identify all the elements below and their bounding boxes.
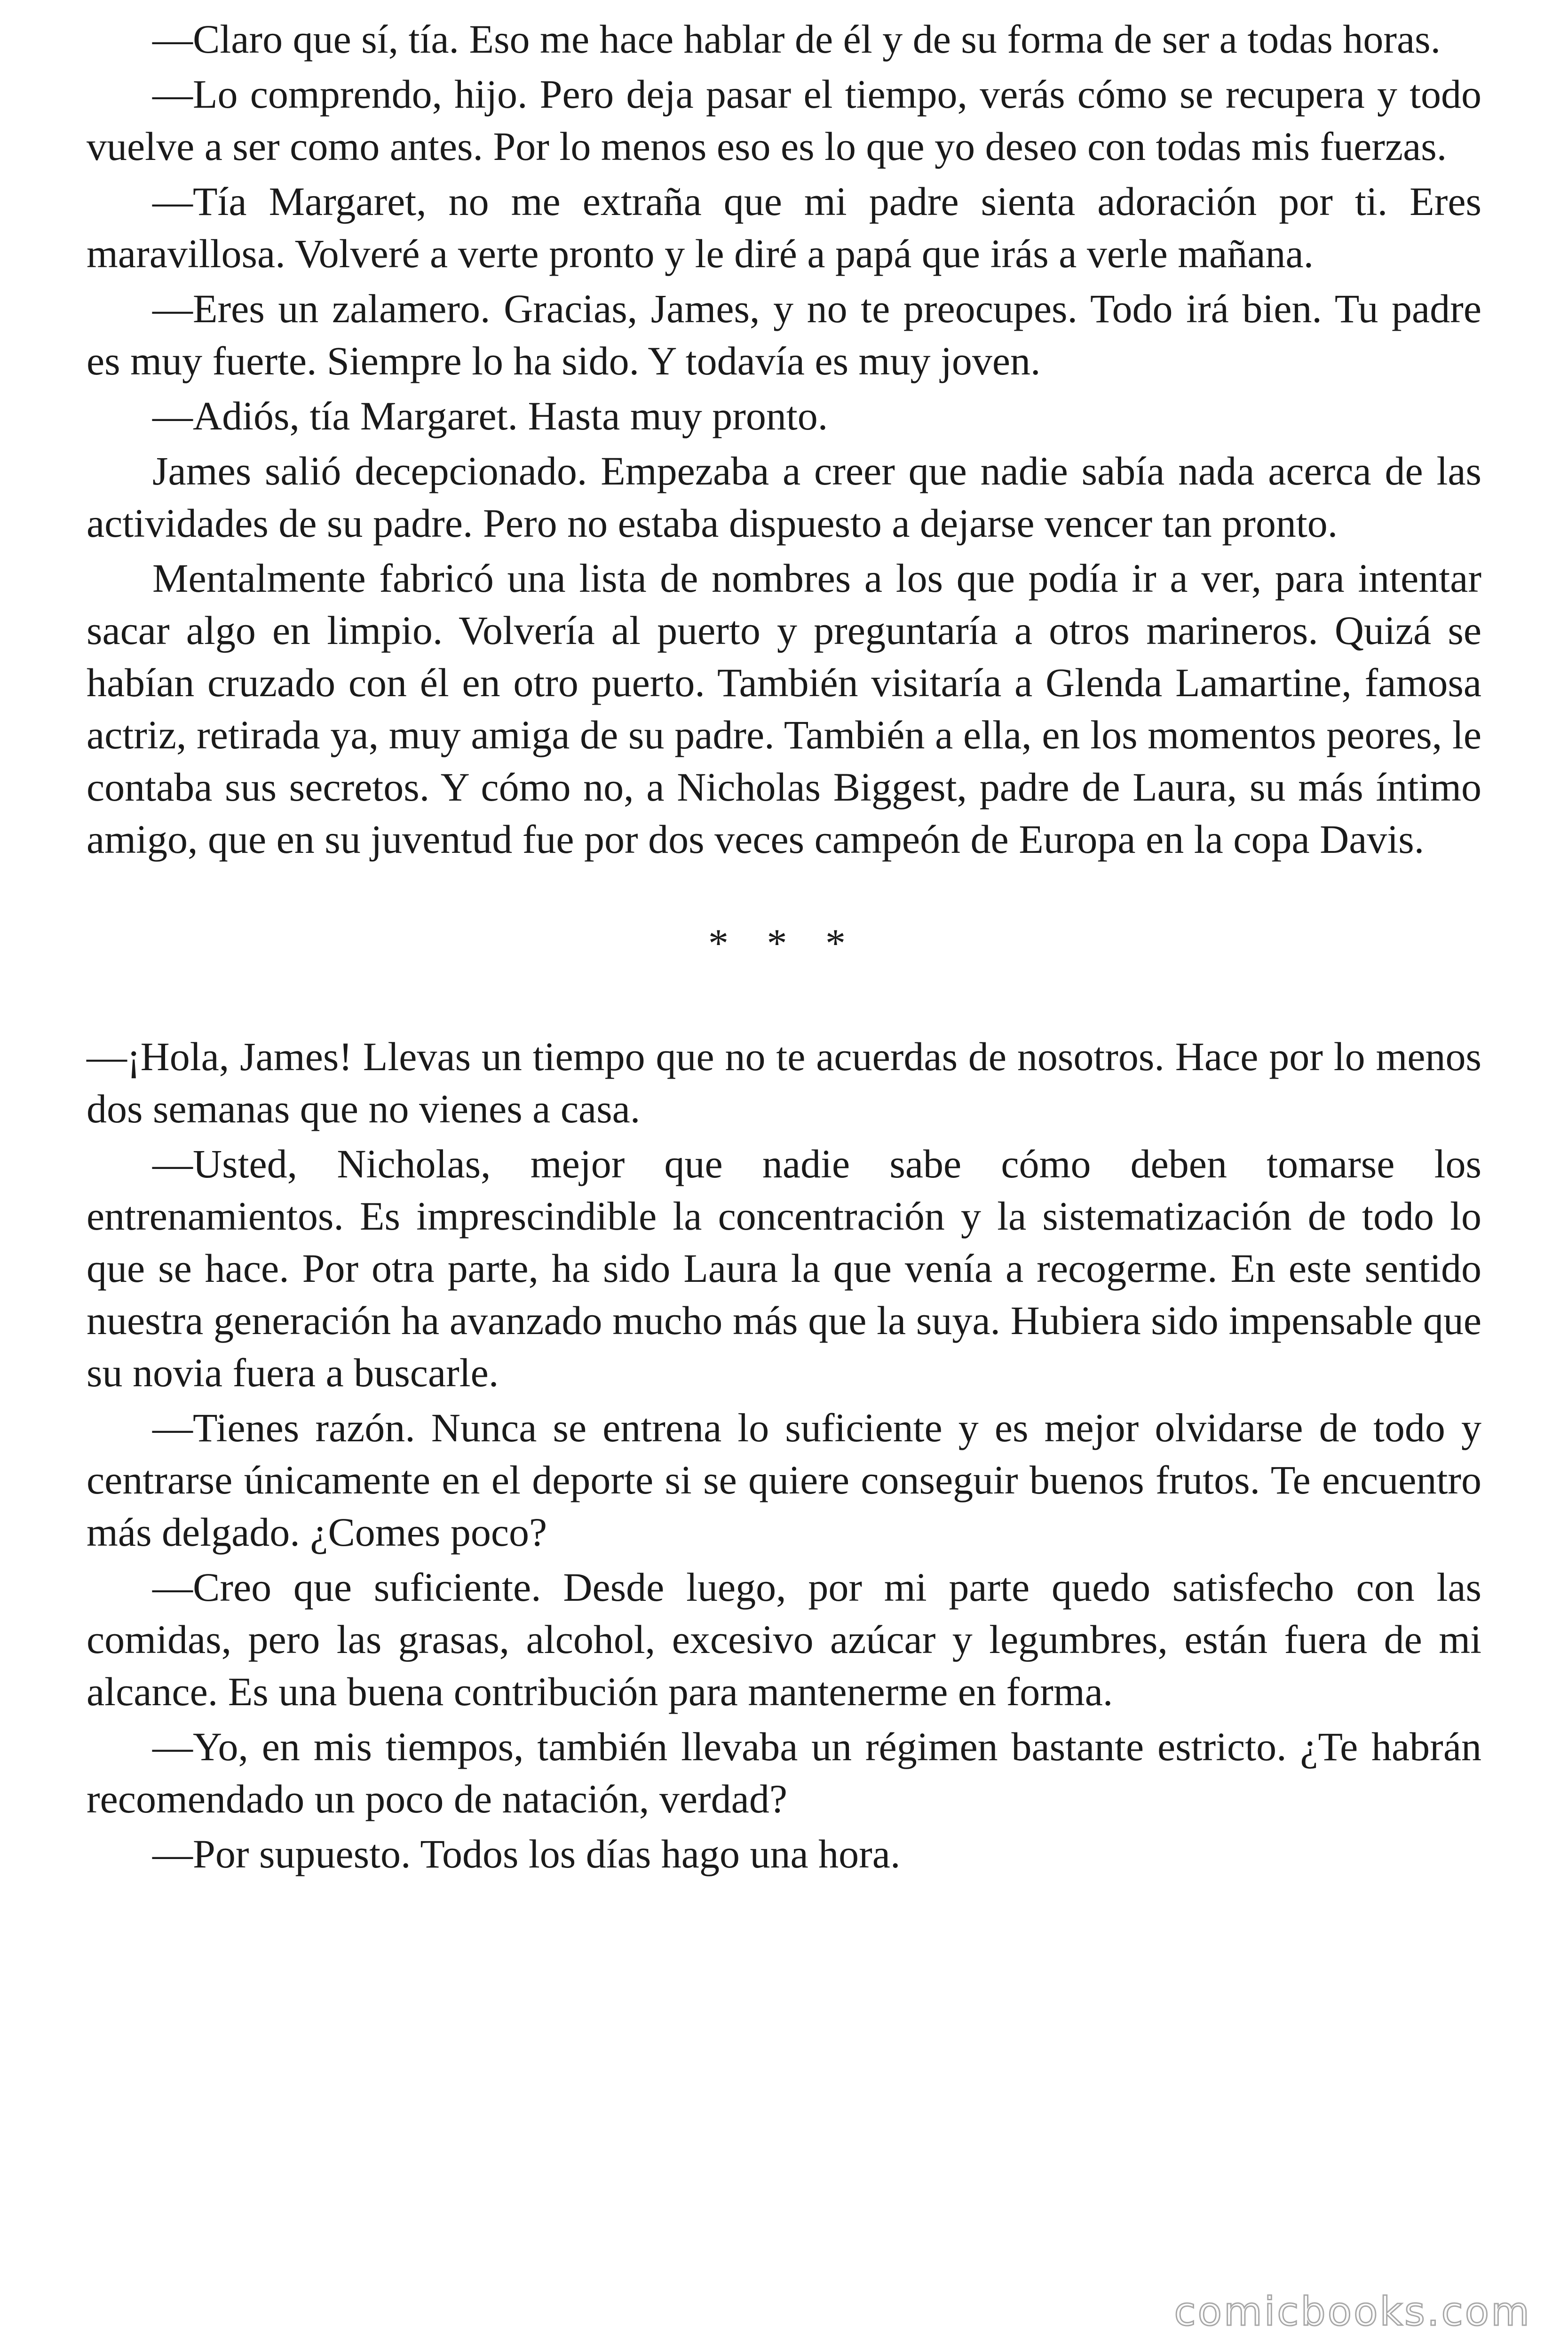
paragraph: —Usted, Nicholas, mejor que nadie sabe cómo deben tomarse los entrenamientos. Es imprescindible la concentración y la sistematización de todo lo que se hace. Por otra parte, ha sido Laura la que venía a recogerme. En este sentido nuestra generación ha avanzado mucho más que la suya. Hubiera sido impensable que su novia fuera a buscarle. [87,1141,1481,1395]
site-watermark: comicbooks.com [1174,2288,1531,2335]
text-block-before-break [87,13,1481,866]
paragraph: —¡Hola, James! Llevas un tiempo que no te acuerdas de nosotros. Hace por lo menos dos semanas que no vienes a casa. [87,1034,1481,1131]
page-body [87,13,1481,1883]
text-block-after-break [87,1031,1481,1880]
section-break: * * * [708,921,860,966]
paragraph: —Eres un zalamero. Gracias, James, y no te preocupes. Todo irá bien. Tu padre es muy fuerte. Siempre lo ha sido. Y todavía es muy joven. [87,286,1481,383]
paragraph: —Yo, en mis tiempos, también llevaba un régimen bastante estricto. ¿Te habrán recomendado un poco de natación, verdad? [87,1724,1481,1821]
paragraph: —Tienes razón. Nunca se entrena lo suficiente y es mejor olvidarse de todo y centrarse únicamente en el deporte si se quiere conseguir buenos frutos. Te encuentro más delgado. ¿Comes poco? [87,1405,1481,1555]
paragraph: James salió decepcionado. Empezaba a creer que nadie sabía nada acerca de las actividades de su padre. Pero no estaba dispuesto a dejarse vencer tan pronto. [87,448,1481,546]
paragraph: —Creo que suficiente. Desde luego, por mi parte quedo satisfecho con las comidas, pero las grasas, alcohol, excesivo azúcar y legumbres, están fuera de mi alcance. Es una buena contribución para mantenerme en forma. [87,1565,1481,1714]
paragraph: Mentalmente fabricó una lista de nombres a los que podía ir a ver, para intentar sacar algo en limpio. Volvería al puerto y preguntaría a otros marineros. Quizá se habían cruzado con él en otro puerto. También visitaría a Glenda Lamartine, famosa actriz, retirada ya, muy amiga de su padre. También a ella, en los momentos peores, le contaba sus secretos. Y cómo no, a Nicholas Biggest, padre de Laura, su más íntimo amigo, que en su juventud fue por dos veces campeón de Europa en la copa Davis. [87,556,1481,862]
paragraph: —Claro que sí, tía. Eso me hace hablar de él y de su forma de ser a todas horas. [152,16,1441,62]
paragraph: —Tía Margaret, no me extraña que mi padre sienta adoración por ti. Eres maravillosa. Volveré a verte pronto y le diré a papá que irás a verle mañana. [87,179,1481,276]
paragraph: —Adiós, tía Margaret. Hasta muy pronto. [152,393,828,438]
paragraph: —Por supuesto. Todos los días hago una hora. [152,1831,901,1876]
paragraph: —Lo comprendo, hijo. Pero deja pasar el tiempo, verás cómo se recupera y todo vuelve a ser como antes. Por lo menos eso es lo que yo deseo con todas mis fuerzas. [87,72,1481,169]
